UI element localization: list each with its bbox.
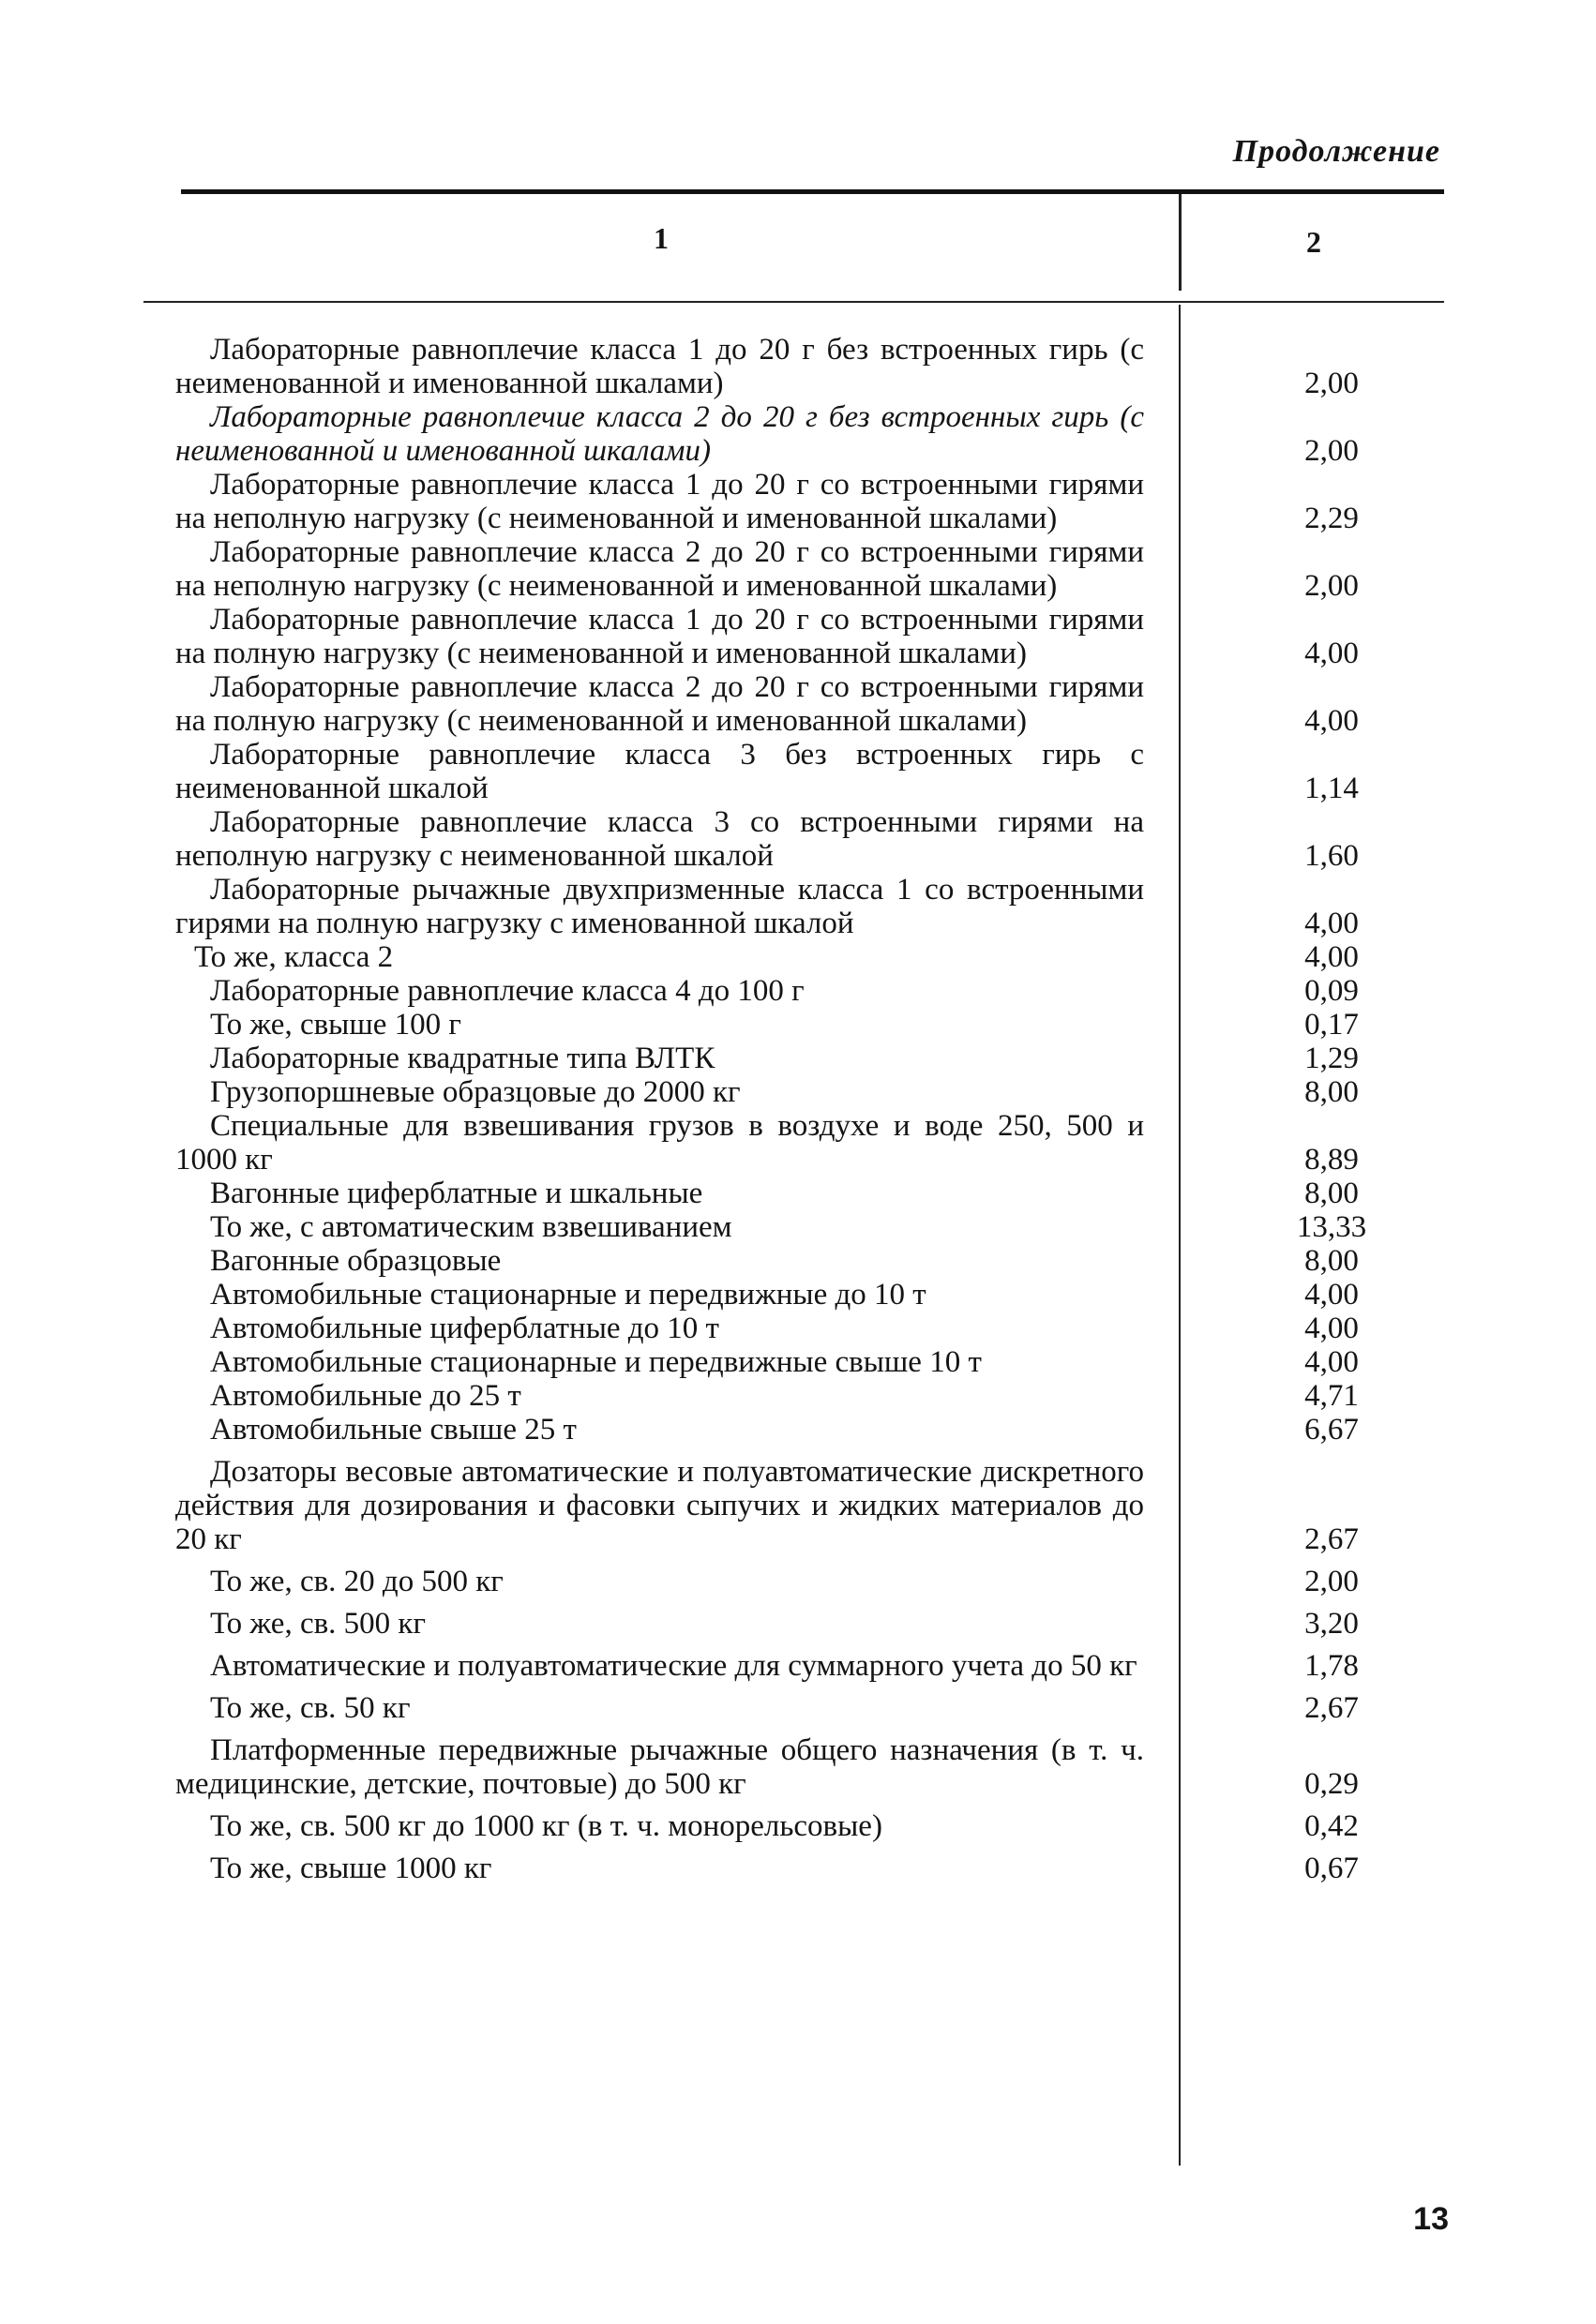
table-row — [141, 1733, 1444, 1801]
row-value: 3,20 — [1304, 1607, 1359, 1641]
row-value: 2,67 — [1304, 1522, 1359, 1556]
table-row — [141, 535, 1444, 603]
table-row — [141, 738, 1444, 805]
row-description: То же, св. 20 до 500 кг — [210, 1565, 504, 1598]
table-row — [141, 468, 1444, 535]
row-description: Платформенные передвижные рычажные общего назначения (в т. ч. медицинские, детские, почтовые) до 500 кг — [175, 1733, 1144, 1801]
row-description: Лабораторные рычажные двухпризменные класса 1 со встроенными гирями на полную нагрузку с именованной шкалой — [175, 873, 1144, 940]
table-row — [141, 1852, 1444, 1885]
row-description: Лабораторные равноплечие класса 2 до 20 г со встроенными гирями на полную нагрузку (с неименованной и именованной шкалами) — [175, 670, 1144, 738]
row-value: 8,00 — [1304, 1177, 1359, 1210]
row-value: 2,00 — [1304, 569, 1359, 603]
table-row — [141, 603, 1444, 670]
row-description: Автомобильные свыше 25 т — [210, 1413, 577, 1447]
continuation-label: Продолжение — [1232, 134, 1440, 169]
row-value: 0,67 — [1304, 1852, 1359, 1885]
row-description: Лабораторные равноплечие класса 2 до 20 г без встроенных гирь (с неименованной и именованной шкалами) — [175, 400, 1144, 468]
row-value: 0,29 — [1304, 1767, 1359, 1801]
row-value: 6,67 — [1304, 1413, 1359, 1447]
table-row — [141, 400, 1444, 468]
row-description: Автомобильные до 25 т — [210, 1379, 521, 1413]
row-description: Лабораторные равноплечие класса 1 до 20 г со встроенными гирями на полную нагрузку (с неименованной и именованной шкалами) — [175, 603, 1144, 670]
row-value: 1,78 — [1304, 1649, 1359, 1683]
table-row — [141, 873, 1444, 940]
row-value: 2,67 — [1304, 1691, 1359, 1725]
row-description: Автоматические и полуавтоматические для суммарного учета до 50 кг — [210, 1649, 1137, 1683]
table-row — [141, 1345, 1444, 1379]
row-value: 8,00 — [1304, 1075, 1359, 1109]
column-2-header: 2 — [1306, 225, 1321, 259]
header-bottom-rule — [143, 301, 1444, 303]
header-top-rule — [181, 189, 1444, 194]
table-row — [141, 1312, 1444, 1345]
row-description: Автомобильные стационарные и передвижные свыше 10 т — [210, 1345, 982, 1379]
table-row — [141, 1455, 1444, 1556]
table-row — [141, 1565, 1444, 1598]
page-number: 13 — [1413, 2201, 1449, 2237]
row-value: 4,00 — [1304, 1345, 1359, 1379]
row-description: Специальные для взвешивания грузов в воздухе и воде 250, 500 и 1000 кг — [175, 1109, 1144, 1177]
table-row — [141, 805, 1444, 873]
row-description: Лабораторные равноплечие класса 2 до 20 г со встроенными гирями на неполную нагрузку (с неименованной и именованной шкалами) — [175, 535, 1144, 603]
row-description: Лабораторные равноплечие класса 4 до 100 г — [210, 974, 805, 1008]
row-value: 4,00 — [1304, 704, 1359, 738]
row-description: Вагонные циферблатные и шкальные — [210, 1177, 703, 1210]
row-value: 8,00 — [1304, 1244, 1359, 1278]
row-description: Автомобильные циферблатные до 10 т — [210, 1312, 719, 1345]
header-column-divider — [1179, 194, 1182, 291]
row-value: 0,17 — [1304, 1008, 1359, 1042]
table-row — [141, 1413, 1444, 1447]
table-row — [141, 670, 1444, 738]
table-row — [141, 1042, 1444, 1075]
row-description: То же, св. 500 кг — [210, 1607, 426, 1641]
row-description: То же, свыше 100 г — [210, 1008, 461, 1042]
row-value: 4,00 — [1304, 940, 1359, 974]
row-description: Вагонные образцовые — [210, 1244, 502, 1278]
row-description: Лабораторные равноплечие класса 1 до 20 г без встроенных гирь (с неименованной и именованной шкалами) — [175, 333, 1144, 400]
table-row — [141, 1379, 1444, 1413]
table-row — [141, 333, 1444, 400]
table-row — [141, 1649, 1444, 1683]
row-description: То же, св. 500 кг до 1000 кг (в т. ч. монорельсовые) — [210, 1809, 882, 1843]
row-description: То же, св. 50 кг — [210, 1691, 411, 1725]
row-value: 2,00 — [1304, 1565, 1359, 1598]
table-row — [141, 974, 1444, 1008]
row-value: 0,09 — [1304, 974, 1359, 1008]
table-row — [141, 1278, 1444, 1312]
row-value: 13,33 — [1296, 1210, 1367, 1244]
row-description: То же, класса 2 — [194, 940, 394, 974]
table-row — [141, 1809, 1444, 1843]
row-description: Лабораторные равноплечие класса 1 до 20 г со встроенными гирями на неполную нагрузку (с неименованной и именованной шкалами) — [175, 468, 1144, 535]
row-value: 4,00 — [1304, 907, 1359, 940]
row-description: То же, свыше 1000 кг — [210, 1852, 492, 1885]
row-value: 2,29 — [1304, 502, 1359, 535]
row-value: 2,00 — [1304, 434, 1359, 468]
row-value: 8,89 — [1304, 1143, 1359, 1177]
table-row — [141, 940, 1444, 974]
row-description: Лабораторные квадратные типа ВЛТК — [210, 1042, 715, 1075]
table-row — [141, 1607, 1444, 1641]
row-description: Дозаторы весовые автоматические и полуавтоматические дискретного действия для дозирования и фасовки сыпучих и жидких материалов до 20 кг — [175, 1455, 1144, 1556]
table-row — [141, 1109, 1444, 1177]
row-description: Лабораторные равноплечие класса 3 без встроенных гирь с неименованной шкалой — [175, 738, 1144, 805]
row-value: 1,14 — [1304, 772, 1359, 805]
row-value: 4,71 — [1304, 1379, 1359, 1413]
table-row — [141, 1244, 1444, 1278]
row-description: Лабораторные равноплечие класса 3 со встроенными гирями на неполную нагрузку с неименованной шкалой — [175, 805, 1144, 873]
table-row — [141, 1075, 1444, 1109]
row-description: Автомобильные стационарные и передвижные до 10 т — [210, 1278, 926, 1312]
table-row — [141, 1210, 1444, 1244]
table-row — [141, 1177, 1444, 1210]
row-value: 4,00 — [1304, 1312, 1359, 1345]
row-value: 1,29 — [1304, 1042, 1359, 1075]
row-value: 2,00 — [1304, 367, 1359, 400]
row-value: 0,42 — [1304, 1809, 1359, 1843]
row-description: Грузопоршневые образцовые до 2000 кг — [210, 1075, 741, 1109]
row-value: 1,60 — [1304, 839, 1359, 873]
column-1-header: 1 — [654, 221, 669, 255]
price-table — [141, 333, 1444, 1885]
table-row — [141, 1008, 1444, 1042]
table-row — [141, 1691, 1444, 1725]
row-value: 4,00 — [1304, 637, 1359, 670]
row-description: То же, с автоматическим взвешиванием — [210, 1210, 732, 1244]
row-value: 4,00 — [1304, 1278, 1359, 1312]
